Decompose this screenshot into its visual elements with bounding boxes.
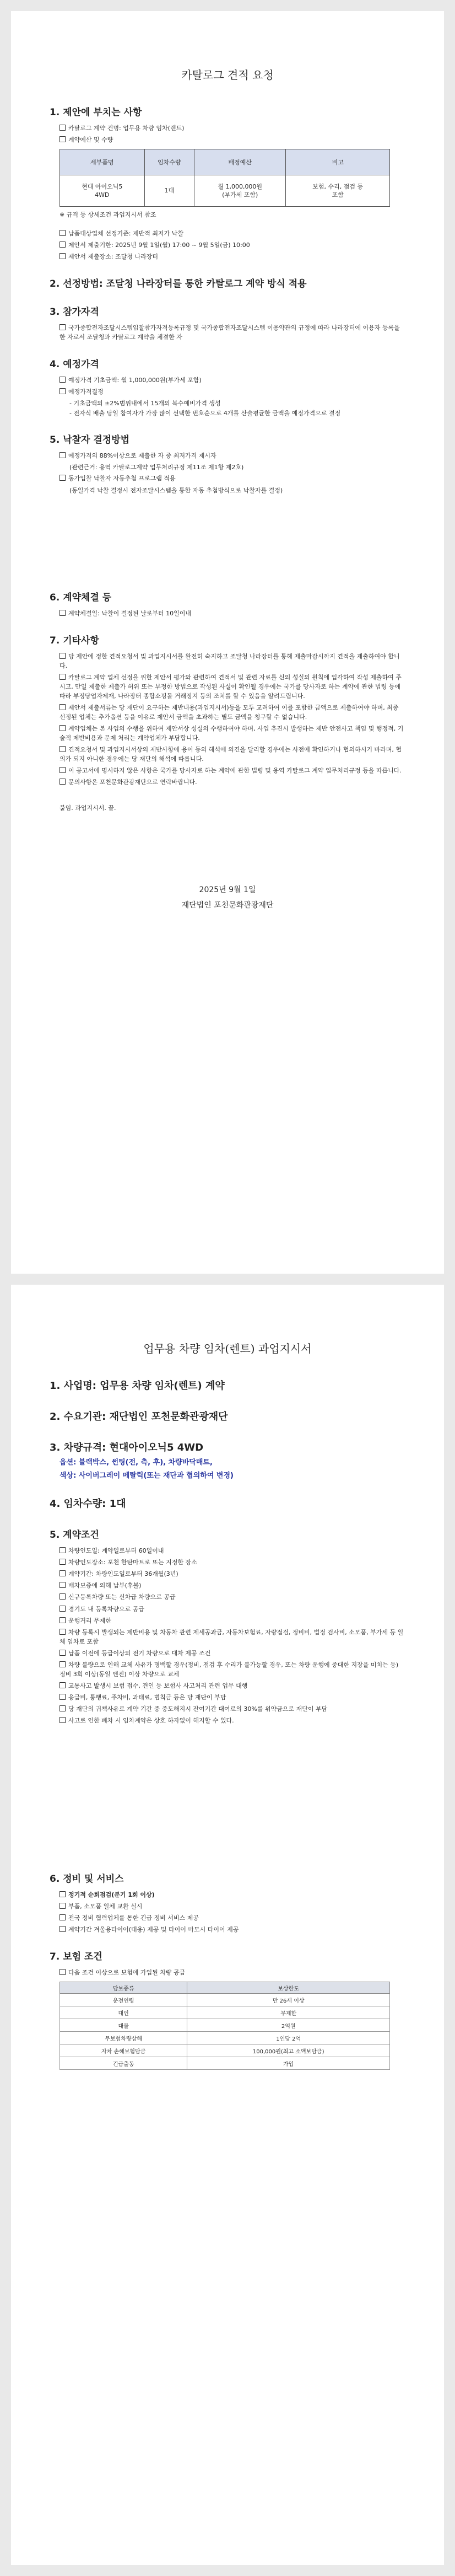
list-subitem: - 기초금액의 ±2%범위내에서 15개의 복수예비가격 생성 <box>69 400 221 407</box>
checkbox-icon <box>59 475 66 481</box>
table-cell: 대인 <box>60 2006 187 2019</box>
list-item: 정기적 순회점검(분기 1회 이상) <box>59 1890 405 1899</box>
client-name: 2. 수요기관: 재단법인 포천문화관광재단 <box>50 1411 228 1423</box>
list-item: 예정가격 기초금액: 월 1,000,000원(부가세 포함) <box>59 375 405 385</box>
checkbox-icon <box>59 1606 66 1612</box>
table-row <box>60 2044 390 2057</box>
checkbox-icon <box>59 1570 66 1576</box>
checkbox-icon <box>59 725 66 731</box>
list-item: 계약예산 및 수량 <box>59 135 405 144</box>
table-row <box>60 2006 390 2019</box>
table-cell: 현대 아이오닉5 4WD <box>60 175 145 207</box>
list-item: 응급비, 통행료, 주차비, 과태료, 범칙금 등은 당 재단이 부담 <box>59 1693 405 1702</box>
list-item: 차량 등록시 발생되는 제반비용 및 차동차 관련 제세공과금, 자동차보험료, 자량점검, 정비비, 법정 검사비, 소모품, 부가세 등 일체 임차료 포함 <box>59 1628 404 1645</box>
list-item: 견적요청서 및 과업지시서상의 제반사항에 용어 등의 해석에 의견을 달리할 경우에는 사전에 확인하거나 협의하시기 바라며, 협의가 되지 아니한 경우에는 당 재단의 해석에 따릅니다. <box>59 745 402 763</box>
section-2-heading: 2. 선정방법: 조달청 나라장터를 통한 카탈로그 계약 방식 적용 <box>50 278 307 290</box>
checkbox-icon <box>59 1694 66 1700</box>
section-5-heading: 5. 낙찰자 결정방법 <box>50 434 130 446</box>
attachment-note: 붙임. 과업지시서. 끝. <box>59 804 116 812</box>
checkbox-icon <box>59 324 66 330</box>
checkbox-icon <box>59 779 66 785</box>
rental-quantity: 4. 임차수량: 1대 <box>50 1498 126 1510</box>
list-item: 동가입찰 낙찰자 자동추첨 프로그램 적용 <box>59 474 405 483</box>
list-item: 계약업체는 본 사업의 수행을 위하여 제안서상 성실의 수행하여야 하며, 사업 추진시 발생하는 제반 안전사고 책임 및 행정적, 기술적 제반비용과 문제 처리는 계약업체가 부담합니다. <box>59 724 404 742</box>
vehicle-color: 색상: 사이버그레이 메탈릭(또는 재단과 협의하여 변경) <box>59 1472 234 1480</box>
list-subitem: (동일가격 낙찰 결정시 전자조달시스템을 통한 자동 추첨방식으로 낙찰자를 결정) <box>69 486 283 494</box>
table-cell: 가입 <box>187 2057 390 2070</box>
blank-space <box>50 496 405 589</box>
section-1-heading: 1. 제안에 부치는 사항 <box>50 107 142 118</box>
insurance-table <box>59 1982 390 2070</box>
checkbox-icon <box>59 704 66 710</box>
checkbox-icon <box>59 1926 66 1932</box>
table-cell: 무보험차량상해 <box>60 2032 187 2044</box>
checkbox-icon <box>59 1903 66 1909</box>
list-item: 사고로 인한 폐차 시 임차계약은 상호 하자없이 해지할 수 있다. <box>59 1716 405 1725</box>
list-item: 계약기간 겨울용타이어(대용) 제공 및 타이어 마모시 타이어 제공 <box>59 1925 405 1934</box>
checkbox-icon <box>59 1629 66 1635</box>
list-item: 계약체결일: 낙찰이 결정된 날로부터 10일이내 <box>59 609 405 618</box>
table-header: 비고 <box>286 149 390 175</box>
organization-name: 재단법인 포천문화관광재단 <box>181 901 274 910</box>
list-item: 납품대상업체 선정기준: 제반적 최저가 낙찰 <box>59 229 405 238</box>
budget-table <box>59 149 390 207</box>
table-row <box>60 1994 390 2006</box>
list-item: 제안서 제출장소: 조달청 나라장터 <box>59 252 405 261</box>
checkbox-icon <box>59 1717 66 1723</box>
list-item: 제안서 제출기한: 2025년 9월 1일(월) 17:00 ~ 9월 5일(금) 10:00 <box>59 240 405 250</box>
list-item: 차량 불량으로 인해 교체 사유가 명백할 경우(정비, 점검 후 수리가 불가능할 경우, 또는 차량 운행에 중대한 지장을 미치는 등) 정비 3회 이상(동일 엔진) 이상 차량으로 교체 <box>59 1661 399 1678</box>
blank-space <box>50 1727 405 1871</box>
table-cell: 100,000원(최고 소액보담금) <box>187 2044 390 2057</box>
section-6-heading: 6. 계약체결 등 <box>50 592 112 603</box>
list-item: 교통사고 발생시 보험 접수, 견인 등 보험사 사고처리 관련 업무 대행 <box>59 1681 405 1690</box>
checkbox-icon <box>59 1705 66 1711</box>
checkbox-icon <box>59 388 66 394</box>
document-title: 카탈로그 견적 요청 <box>181 68 274 82</box>
checkbox-icon <box>59 1914 66 1920</box>
table-row <box>60 2032 390 2044</box>
table-header: 임차수량 <box>144 149 194 175</box>
list-item: 차량인도일: 계약일로부터 60일이내 <box>59 1546 405 1555</box>
section-6-heading: 6. 정비 및 서비스 <box>50 1874 124 1885</box>
list-item: 부품, 소모품 일체 교환 실시 <box>59 1902 405 1911</box>
checkbox-icon <box>59 1661 66 1667</box>
contract-terms-list <box>50 1546 405 1725</box>
list-item: 카탈로그 계약 업체 선정을 위한 제안서 평가와 관련하여 견적서 및 관련 자료를 신의 성실의 원칙에 입각하여 작성 제출하여 주시고, 만일 제출한 제출가 허위 또는 부정한 방법으로 작성된 사실이 확인될 경우에는 국가를 당사자로 하는 계약에 관한 법령 등에 따라 부정당업자제재, 나라장터 종합쇼핑몰 거래정지 등의 조치를 할 수 있음을 알려드립니다. <box>59 673 402 700</box>
checkbox-icon <box>59 1582 66 1588</box>
section-5-heading: 5. 계약조건 <box>50 1530 99 1541</box>
list-item: 예정가격결정 <box>59 387 405 396</box>
table-note: ※ 규격 등 상세조건 과업지시서 참조 <box>59 211 156 219</box>
list-item: 예정가격의 88%이상으로 제출한 자 중 최저가격 제시자 <box>59 451 405 460</box>
list-subitem: (관련근거: 용역 카탈로그계약 업무처리규정 제11조 제1항 제2호) <box>69 464 244 471</box>
checkbox-icon <box>59 653 66 659</box>
table-cell: 대물 <box>60 2019 187 2032</box>
list-item: 계약기간: 차량인도일로부터 36개월(3년) <box>59 1569 405 1579</box>
list-item: 배차보증에 의해 납부(후불) <box>59 1581 405 1590</box>
checkbox-icon <box>59 377 66 383</box>
list-item: 문의사항은 포천문화관광재단으로 연락바랍니다. <box>59 777 405 787</box>
checkbox-icon <box>59 746 66 752</box>
checkbox-icon <box>59 1617 66 1623</box>
list-item: 당 재단의 귀책사유로 계약 기간 중 중도해지시 잔여기간 대여료의 30%를 위약금으로 재단이 부담 <box>59 1704 405 1714</box>
table-cell: 긴급출동 <box>60 2057 187 2070</box>
checkbox-icon <box>59 1682 66 1688</box>
table-cell: 자차 손해보험담금 <box>60 2044 187 2057</box>
service-list <box>50 1890 405 1934</box>
checkbox-icon <box>59 1969 66 1975</box>
list-item: 이 공고서에 명시하지 않은 사항은 국가를 당사자로 하는 계약에 관한 법령 및 용역 카탈로그 계약 업무처리규정 등을 따릅니다. <box>59 766 405 775</box>
list-item: 신규등록차량 또는 신차급 차량으로 공급 <box>59 1592 405 1602</box>
checkbox-icon <box>59 253 66 259</box>
list-subitem: - 전자식 배출 당일 참여자가 가장 많이 선택한 번호순으로 4개를 산술평균한 금액을 예정가격으로 결정 <box>69 410 341 417</box>
page-1 <box>11 11 444 1274</box>
checkbox-icon <box>59 1891 66 1897</box>
table-cell: 월 1,000,000원 (부가세 포함) <box>194 175 286 207</box>
document-title: 업무용 차량 임차(렌트) 과업지시서 <box>143 1342 312 1355</box>
section-4-heading: 4. 예정가격 <box>50 359 99 371</box>
checkbox-icon <box>59 610 66 616</box>
checkbox-icon <box>59 674 66 680</box>
checkbox-icon <box>59 767 66 773</box>
document-date: 2025년 9월 1일 <box>199 886 256 895</box>
list-item: 경기도 내 등록차량으로 공급 <box>59 1604 405 1614</box>
vehicle-spec: 3. 차량규격: 현대아이오닉5 4WD <box>50 1442 204 1453</box>
checkbox-icon <box>59 242 66 248</box>
table-cell: 1대 <box>144 175 194 207</box>
table-cell: 1인당 2억 <box>187 2032 390 2044</box>
page-2 <box>11 1285 444 2565</box>
checkbox-icon <box>59 1650 66 1656</box>
table-cell: 만 26세 이상 <box>187 1994 390 2006</box>
checkbox-icon <box>59 1559 66 1565</box>
list-item: 전국 정비 협력업체를 통한 긴급 정비 서비스 제공 <box>59 1913 405 1923</box>
table-header: 세부품명 <box>60 149 145 175</box>
project-name: 1. 사업명: 업무용 차량 임차(렌트) 계약 <box>50 1380 225 1392</box>
checkbox-icon <box>59 136 66 142</box>
table-header: 보상한도 <box>187 1982 390 1994</box>
list-item: 운행거리 무제한 <box>59 1616 405 1625</box>
checkbox-icon <box>59 1547 66 1553</box>
section-7-heading: 7. 보험 조건 <box>50 1951 102 1963</box>
list-item: 카탈로그 계약 건명: 업무용 차량 임차(렌트) <box>59 124 405 133</box>
table-cell: 운전연령 <box>60 1994 187 2006</box>
checkbox-icon <box>59 1593 66 1600</box>
section-3-heading: 3. 참가자격 <box>50 307 99 318</box>
checkbox-icon <box>59 230 66 236</box>
checkbox-icon <box>59 452 66 458</box>
list-item: 납품 이전에 등급이상의 전기 차량으로 대차 제공 조건 <box>59 1649 405 1658</box>
table-cell: 2억원 <box>187 2019 390 2032</box>
table-row <box>60 2019 390 2032</box>
list-item: 제안서 제출서류는 당 재단이 요구하는 제반내용(과업지시서)등을 모두 교려하여 이를 포함한 금액으로 제출하여야 하며, 최종 선정된 업체는 추가옵션 등을 이유로 제안서 금액을 초과하는 별도 금액을 청구할 수 없습니다. <box>59 704 399 721</box>
list-item: 다음 조건 이상으로 보험에 가입된 차량 공급 <box>59 1968 405 1977</box>
table-header: 담보종류 <box>60 1982 187 1994</box>
vehicle-options: 옵션: 블랙박스, 썬팅(전, 측, 후), 차량바닥매트, <box>59 1458 213 1467</box>
table-cell: 보험, 수리, 점검 등 포함 <box>286 175 390 207</box>
section-7-heading: 7. 기타사항 <box>50 635 99 646</box>
list-item: 당 제안에 정한 견적요청서 및 과업지시서를 완전히 숙지하고 조달청 나라장터를 통해 제출마감시까지 견적을 제출하여야 합니다. <box>59 652 400 669</box>
checkbox-icon <box>59 125 66 131</box>
table-cell: 무제한 <box>187 2006 390 2019</box>
table-header: 배정예산 <box>194 149 286 175</box>
table-row <box>60 175 390 207</box>
list-item: 국가종합전자조달시스템입찰참가자격등록규정 및 국가종합전자조달시스템 이용약관의 규정에 따라 나라장터에 이용자 등록을 한 자로서 조달청과 카탈로그 계약을 체결한 자 <box>59 324 400 341</box>
list-item: 차량인도장소: 포천 한탄마트로 또는 지정한 장소 <box>59 1558 405 1567</box>
table-row <box>60 2057 390 2070</box>
